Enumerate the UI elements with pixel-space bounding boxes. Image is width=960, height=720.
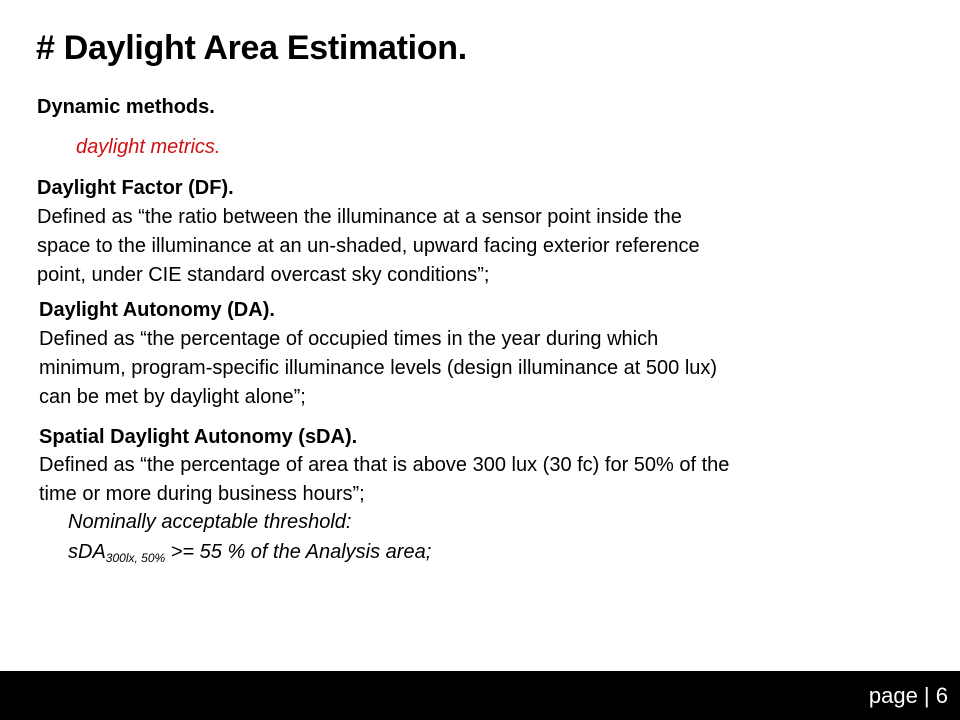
sda-line: Defined as “the percentage of area that is above 300 lux (30 fc) for 50% of the xyxy=(39,454,730,476)
da-definition xyxy=(39,325,717,412)
df-line: point, under CIE standard overcast sky conditions”; xyxy=(37,264,490,286)
dynamic-methods-heading: Dynamic methods. xyxy=(37,96,215,118)
sda-line: time or more during business hours”; xyxy=(39,483,365,505)
daylight-metrics-subheading: daylight metrics. xyxy=(76,136,221,158)
sda-symbol: sDA xyxy=(68,541,106,563)
df-line: Defined as “the ratio between the illuminance at a sensor point inside the xyxy=(37,206,682,228)
page-number: page | 6 xyxy=(868,683,948,708)
sda-threshold-value: >= 55 % of the Analysis area; xyxy=(165,541,432,563)
sda-subscript: 300lx, 50% xyxy=(105,551,166,565)
slide-title: # Daylight Area Estimation. xyxy=(36,29,467,67)
footer-bar xyxy=(0,671,960,720)
df-heading: Daylight Factor (DF). xyxy=(37,177,234,199)
sda-definition xyxy=(39,451,729,509)
da-line: can be met by daylight alone”; xyxy=(39,386,306,408)
df-definition xyxy=(37,203,700,290)
da-heading: Daylight Autonomy (DA). xyxy=(39,299,275,321)
df-line: space to the illuminance at an un-shaded, upward facing exterior reference xyxy=(37,235,700,257)
da-line: minimum, program-specific illuminance levels (design illuminance at 500 lux) xyxy=(39,357,718,379)
sda-threshold-label: Nominally acceptable threshold: xyxy=(68,511,352,533)
sda-threshold-formula xyxy=(68,538,431,566)
sda-heading: Spatial Daylight Autonomy (sDA). xyxy=(39,426,358,448)
da-line: Defined as “the percentage of occupied times in the year during which xyxy=(39,328,659,350)
